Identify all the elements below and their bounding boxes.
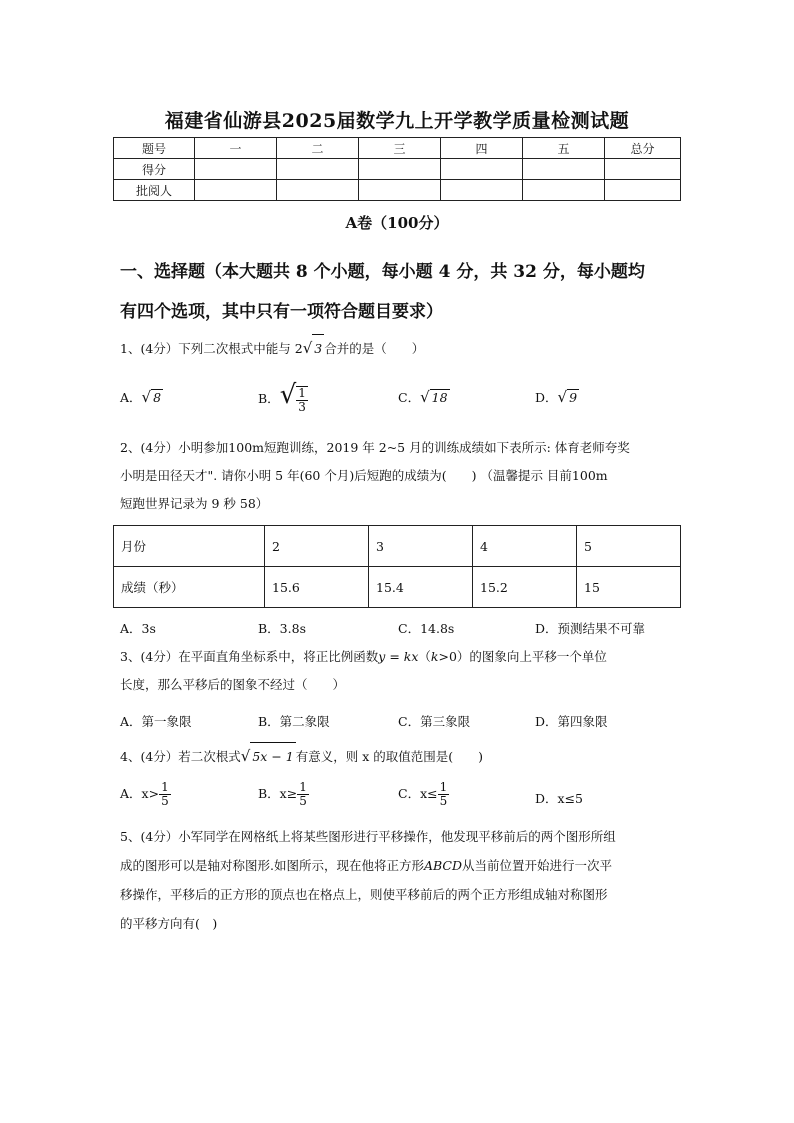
table-cell: 4	[473, 526, 577, 567]
q3-function: y = kx	[378, 649, 419, 664]
score-cell	[277, 159, 359, 180]
fraction-denominator: 5	[161, 794, 169, 808]
q5-text: 成的图形可以是轴对称图形.如图所示，现在他将正方形	[120, 858, 424, 873]
q1-option-d[interactable]	[535, 388, 579, 406]
option-label: A．x>	[120, 786, 160, 801]
table-row	[114, 526, 681, 567]
q4-prefix: 4、(4分）若二次根式	[120, 749, 241, 764]
score-table-row	[114, 159, 681, 180]
table-cell: 15	[577, 567, 681, 608]
score-cell	[605, 159, 681, 180]
score-cell: 总分	[605, 138, 681, 159]
table-cell: 月份	[114, 526, 265, 567]
score-cell	[605, 180, 681, 201]
table-cell: 15.2	[473, 567, 577, 608]
score-cell: 二	[277, 138, 359, 159]
q3-text: 3、(4分）在平面直角坐标系中，将正比例函数	[120, 649, 379, 664]
sqrt-icon: √	[302, 339, 313, 357]
q4-radicand: 5x − 1	[250, 742, 295, 771]
table-cell: 15.6	[265, 567, 369, 608]
q3-option-d[interactable]: D．第四象限	[535, 714, 608, 729]
option-label: D．	[535, 390, 558, 405]
q4-option-b[interactable]	[258, 781, 309, 808]
score-cell: 四	[441, 138, 523, 159]
q1-option-c[interactable]	[398, 388, 450, 406]
score-table-header	[114, 138, 681, 159]
q3-line1	[120, 643, 680, 671]
sqrt-icon: √	[279, 380, 297, 410]
score-table	[113, 137, 681, 201]
option-radicand: 8	[153, 390, 162, 405]
q2-line2: 小明是田径天才". 请你小明 5 年(60 个月)后短跑的成绩为( ) （温馨提示 目前100m	[120, 468, 608, 483]
option-label: B．x≥	[258, 786, 298, 801]
q3-option-a[interactable]: A．第一象限	[120, 714, 192, 729]
q1-prefix: 1、(4分）下列二次根式中能与 2	[120, 341, 303, 356]
score-cell: 一	[195, 138, 277, 159]
question-3	[120, 643, 680, 699]
fraction-denominator: 3	[298, 399, 306, 414]
fraction-numerator: 1	[298, 385, 306, 400]
score-cell	[195, 159, 277, 180]
q3-text: >0）的图象向上平移一个单位	[438, 649, 607, 664]
q2-line3: 短跑世界记录为 9 秒 58）	[120, 496, 269, 511]
score-cell: 得分	[114, 159, 195, 180]
q1-option-a[interactable]	[120, 388, 163, 406]
q3-option-b[interactable]: B．第二象限	[258, 714, 330, 729]
fraction-denominator: 5	[439, 794, 448, 808]
score-cell	[523, 159, 605, 180]
question-5	[120, 822, 680, 938]
table-cell: 3	[369, 526, 473, 567]
question-2	[120, 434, 680, 518]
question-4	[120, 742, 680, 771]
option-label: C．x≤	[398, 786, 438, 801]
q5-line3: 移操作，平移后的正方形的顶点也在格点上，则使平移前后的两个正方形组成轴对称图形	[120, 887, 608, 902]
section-a-heading: A卷（100分）	[345, 214, 449, 232]
q2-line1: 2、(4分）小明参加100m短跑训练，2019 年 2~5 月的训练成绩如下表所示: 体育老师夸奖	[120, 440, 630, 455]
q2-option-a[interactable]: A．3s	[120, 621, 156, 636]
q2-data-table	[113, 525, 681, 608]
sqrt-icon: √	[240, 747, 251, 765]
table-cell: 成绩（秒）	[114, 567, 265, 608]
option-label: A．	[120, 390, 142, 405]
q2-option-d[interactable]: D．预测结果不可靠	[535, 621, 646, 636]
q4-option-c[interactable]	[398, 781, 449, 808]
q5-square-name: ABCD	[423, 858, 463, 873]
sqrt-icon: √	[557, 388, 568, 406]
score-cell	[359, 180, 441, 201]
part1-heading-line1: 一、选择题（本大题共 8 个小题，每小题 4 分，共 32 分，每小题均	[120, 262, 645, 282]
option-fraction	[159, 781, 171, 808]
part1-heading	[120, 252, 680, 332]
q2-option-b[interactable]: B．3.8s	[258, 621, 306, 636]
question-1	[120, 334, 680, 363]
option-fraction	[297, 781, 309, 808]
q1-option-b[interactable]	[258, 380, 308, 414]
sqrt-icon: √	[420, 388, 430, 406]
score-cell	[359, 159, 441, 180]
part1-heading-line2: 有四个选项，其中只有一项符合题目要求）	[120, 302, 443, 322]
score-table-row	[114, 180, 681, 201]
q3-text: （	[418, 649, 431, 664]
option-label: C．	[398, 390, 421, 405]
score-cell	[441, 180, 523, 201]
fraction-numerator: 1	[439, 780, 448, 794]
score-cell: 三	[359, 138, 441, 159]
q4-option-a[interactable]	[120, 781, 171, 808]
q5-line1: 5、(4分）小军同学在网格纸上将某些图形进行平移操作，他发现平移前后的两个图形所组	[120, 829, 616, 844]
q1-radicand: 3	[312, 334, 324, 363]
fraction-denominator: 5	[299, 794, 307, 808]
score-cell: 五	[523, 138, 605, 159]
q3-option-c[interactable]: C．第三象限	[398, 714, 471, 729]
q3-k: k	[430, 649, 439, 664]
q5-line4: 的平移方向有( )	[120, 916, 218, 931]
table-cell: 15.4	[369, 567, 473, 608]
score-cell: 题号	[114, 138, 195, 159]
table-cell: 5	[577, 526, 681, 567]
q4-option-d[interactable]: D．x≤5	[535, 791, 583, 806]
q3-line2: 长度，那么平移后的图象不经过（ ）	[120, 677, 346, 692]
page-title: 福建省仙游县2025届数学九上开学教学质量检测试题	[164, 110, 630, 132]
fraction-numerator: 1	[161, 780, 169, 794]
option-radicand: 18	[431, 390, 448, 405]
q1-suffix: 合并的是（ ）	[324, 341, 425, 356]
option-radicand: 9	[569, 390, 578, 405]
q5-text: 从当前位置开始进行一次平	[462, 858, 613, 873]
q5-line2	[120, 851, 680, 880]
table-row	[114, 567, 681, 608]
score-cell	[523, 180, 605, 201]
q2-option-c[interactable]: C．14.8s	[398, 621, 455, 636]
q4-suffix: 有意义，则 x 的取值范围是( )	[295, 749, 484, 764]
table-cell: 2	[265, 526, 369, 567]
fraction-numerator: 1	[299, 780, 307, 794]
option-fraction	[438, 781, 450, 808]
option-fraction	[296, 386, 308, 414]
score-cell	[277, 180, 359, 201]
sqrt-icon: √	[141, 388, 152, 406]
score-cell: 批阅人	[114, 180, 195, 201]
score-cell	[195, 180, 277, 201]
option-label: B．	[258, 391, 280, 406]
score-cell	[441, 159, 523, 180]
